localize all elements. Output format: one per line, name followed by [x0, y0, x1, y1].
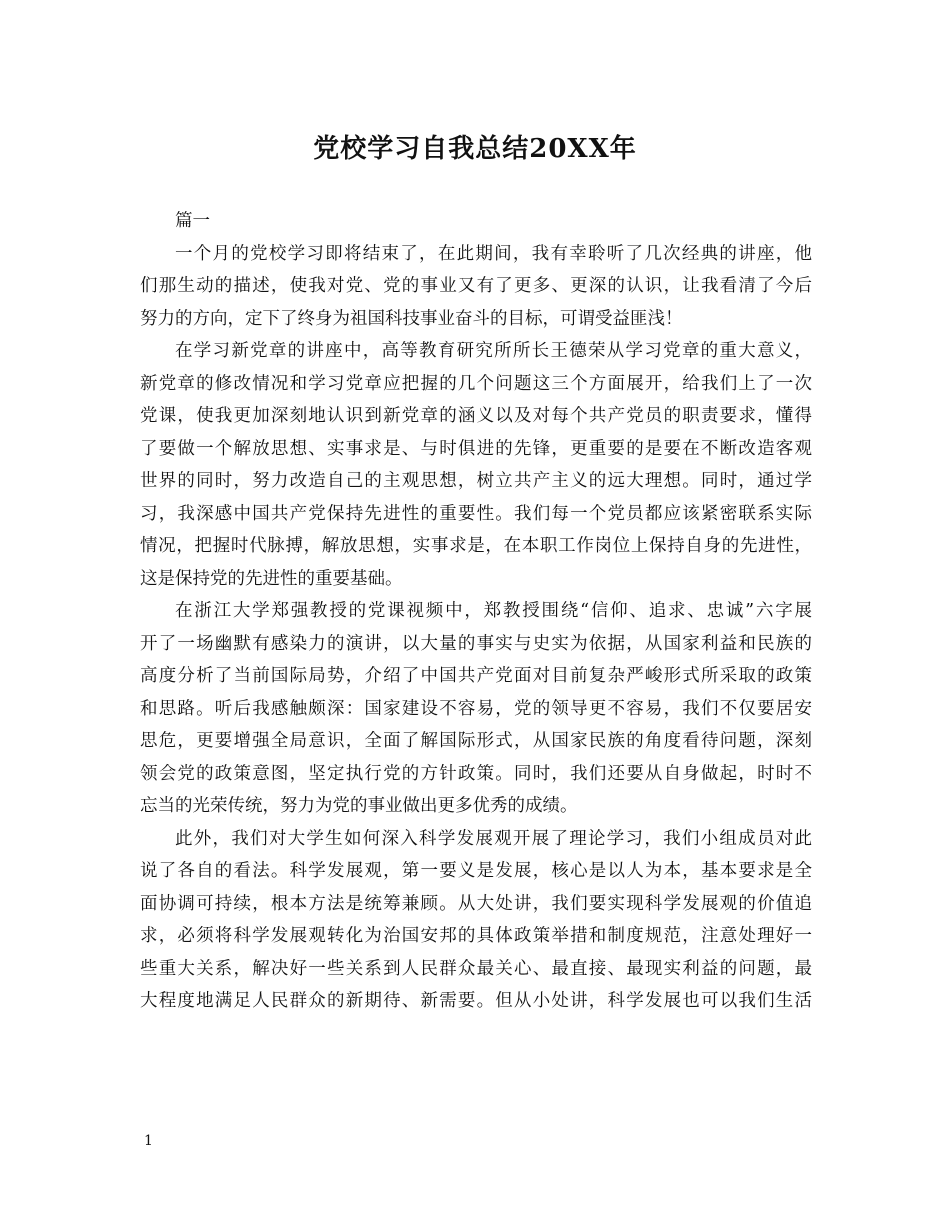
paragraph-line: 情况，把握时代脉搏，解放思想，实事求是，在本职工作岗位上保持自身的先进性，: [140, 536, 812, 556]
paragraph-line: 了要做一个解放思想、实事求是、与时俱进的先锋，更重要的是要在不断改造客观: [140, 438, 812, 459]
paragraph-line: 新党章的修改情况和学习党章应把握的几个问题这三个方面展开，给我们上了一次: [140, 373, 812, 394]
paragraph-line: 在学习新党章的讲座中，高等教育研究所所长王德荣从学习党章的重大意义，: [175, 341, 812, 361]
paragraph-line: 习，我深感中国共产党保持先进性的重要性。我们每一个党员都应该紧密联系实际: [140, 503, 812, 524]
paragraph: [140, 595, 812, 823]
paragraph-line: 忘当的光荣传统，努力为党的事业做出更多优秀的成绩。: [140, 796, 578, 816]
paragraph-line: 说了各自的看法。科学发展观，第一要义是发展，核心是以人为本，基本要求是全: [140, 861, 812, 881]
page-number: 1: [144, 1133, 153, 1149]
paragraph-line: 世界的同时，努力改造自己的主观思想，树立共产主义的远大理想。同时，通过学: [140, 471, 812, 491]
paragraph-line: 领会党的政策意图，坚定执行党的方针政策。同时，我们还要从自身做起，时时不: [140, 763, 812, 784]
paragraph-line: 在浙江大学郑强教授的党课视频中，郑教授围绕“信仰、追求、忠诚”六字展: [175, 601, 812, 621]
paragraph-line: 党课，使我更加深刻地认识到新党章的涵义以及对每个共产党员的职责要求，懂得: [140, 406, 812, 426]
document-body: [140, 205, 812, 1018]
paragraph-line: 和思路。听后我感触颇深：国家建设不容易，党的领导更不容易，我们不仅要居安: [140, 698, 812, 719]
paragraph-line: 求，必须将科学发展观转化为治国安邦的具体政策举措和制度规范，注意处理好一: [140, 926, 812, 946]
paragraph-line: 面协调可持续，根本方法是统筹兼顾。从大处讲，我们要实现科学发展观的价值追: [140, 893, 812, 914]
paragraph: [140, 335, 812, 595]
section-heading: 篇一: [175, 211, 210, 231]
paragraph-line: 开了一场幽默有感染力的演讲，以大量的事实与史实为依据，从国家利益和民族的: [140, 633, 812, 654]
paragraph-line: 们那生动的描述，使我对党、党的事业又有了更多、更深的认识，让我看清了今后: [140, 276, 812, 296]
paragraph-line: 一个月的党校学习即将结束了，在此期间，我有幸聆听了几次经典的讲座，他: [175, 243, 812, 264]
paragraph-line: 大程度地满足人民群众的新期待、新需要。但从小处讲，科学发展也可以我们生活: [140, 991, 812, 1011]
paragraph-line: 思危，更要增强全局意识，全面了解国际形式，从国家民族的角度看待问题，深刻: [140, 731, 812, 751]
document-title: 党校学习自我总结20XX年: [313, 134, 637, 164]
paragraph: [140, 238, 812, 336]
paragraph-line: 努力的方向，定下了终身为祖国科技事业奋斗的目标，可谓受益匪浅！: [140, 308, 683, 329]
paragraph: [140, 823, 812, 1018]
paragraph-line: 些重大关系，解决好一些关系到人民群众最关心、最直接、最现实利益的问题，最: [140, 958, 812, 979]
paragraph-line: 这是保持党的先进性的重要基础。: [140, 568, 403, 589]
paragraph-line: 此外，我们对大学生如何深入科学发展观开展了理论学习，我们小组成员对此: [175, 828, 812, 849]
paragraph-line: 高度分析了当前国际局势，介绍了中国共产党面对目前复杂严峻形式所采取的政策: [140, 666, 812, 686]
